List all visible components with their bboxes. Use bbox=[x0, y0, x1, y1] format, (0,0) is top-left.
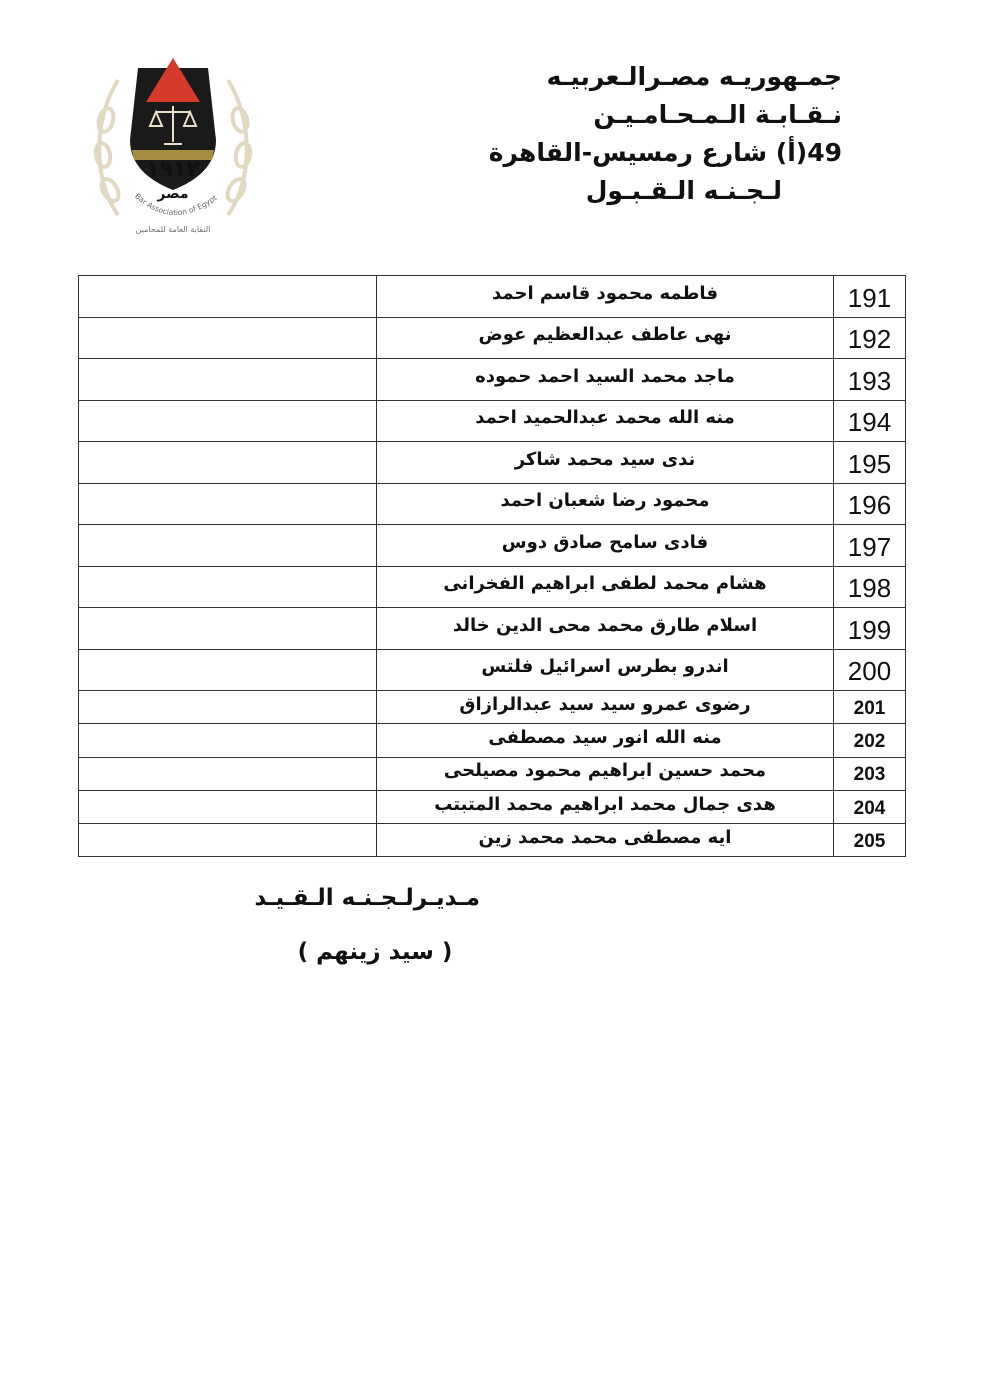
table-row bbox=[79, 608, 906, 650]
blank-cell bbox=[79, 608, 377, 650]
logo-year-text: ١٩١٢ bbox=[146, 157, 200, 182]
table-row bbox=[79, 483, 906, 525]
name-cell: محمد حسين ابراهيم محمود مصيلحى bbox=[377, 757, 834, 790]
number-cell: 195 bbox=[834, 442, 906, 484]
number-cell: 196 bbox=[834, 483, 906, 525]
name-cell: ايه مصطفى محمد محمد زين bbox=[377, 824, 834, 857]
number-cell: 201 bbox=[834, 691, 906, 724]
blank-cell bbox=[79, 525, 377, 567]
letterhead bbox=[422, 58, 842, 210]
table-row bbox=[79, 442, 906, 484]
table-row bbox=[79, 525, 906, 567]
name-cell: محمود رضا شعبان احمد bbox=[377, 483, 834, 525]
blank-cell bbox=[79, 566, 377, 608]
name-cell: فادى سامح صادق دوس bbox=[377, 525, 834, 567]
name-cell: فاطمه محمود قاسم احمد bbox=[377, 276, 834, 318]
number-cell: 204 bbox=[834, 790, 906, 823]
blank-cell bbox=[79, 400, 377, 442]
name-cell: منه الله انور سيد مصطفى bbox=[377, 724, 834, 757]
blank-cell bbox=[79, 442, 377, 484]
blank-cell bbox=[79, 483, 377, 525]
name-cell: هدى جمال محمد ابراهيم محمد المتبتب bbox=[377, 790, 834, 823]
table-row bbox=[79, 317, 906, 359]
number-cell: 205 bbox=[834, 824, 906, 857]
director-title: مـديـرلـجـنـه الـقـيـد bbox=[254, 885, 480, 911]
address-line: 49(أ) شارع رمسيس-القاهرة bbox=[488, 138, 842, 167]
logo-arabic-ring-text: النقابة العامة للمحامين bbox=[135, 225, 211, 234]
blank-cell bbox=[79, 317, 377, 359]
table-row bbox=[79, 724, 906, 757]
committee-title: لـجـنـه الـقـبـول bbox=[585, 176, 782, 205]
blank-cell bbox=[79, 724, 377, 757]
logo-emblem-icon bbox=[88, 40, 258, 245]
number-cell: 202 bbox=[834, 724, 906, 757]
name-cell: رضوى عمرو سيد سيد عبدالرازاق bbox=[377, 691, 834, 724]
roster-body bbox=[79, 276, 906, 857]
blank-cell bbox=[79, 649, 377, 691]
number-cell: 193 bbox=[834, 359, 906, 401]
table-row bbox=[79, 824, 906, 857]
blank-cell bbox=[79, 824, 377, 857]
blank-cell bbox=[79, 790, 377, 823]
blank-cell bbox=[79, 359, 377, 401]
name-cell: نهى عاطف عبدالعظيم عوض bbox=[377, 317, 834, 359]
name-cell: اندرو بطرس اسرائيل فلتس bbox=[377, 649, 834, 691]
number-cell: 191 bbox=[834, 276, 906, 318]
signer-name: ( سيد زينهم ) bbox=[297, 939, 453, 965]
number-cell: 199 bbox=[834, 608, 906, 650]
name-cell: اسلام طارق محمد محى الدين خالد bbox=[377, 608, 834, 650]
number-cell: 203 bbox=[834, 757, 906, 790]
table-row bbox=[79, 400, 906, 442]
table-row bbox=[79, 649, 906, 691]
blank-cell bbox=[79, 276, 377, 318]
blank-cell bbox=[79, 691, 377, 724]
table-row bbox=[79, 566, 906, 608]
logo-country-text: مصر bbox=[157, 186, 189, 202]
name-cell: هشام محمد لطفى ابراهيم الفخرانى bbox=[377, 566, 834, 608]
syndicate-title: نـقـابـة الـمـحـامـيـن bbox=[593, 100, 842, 129]
table-row bbox=[79, 691, 906, 724]
bar-association-logo bbox=[88, 40, 258, 245]
table-row bbox=[79, 790, 906, 823]
number-cell: 198 bbox=[834, 566, 906, 608]
number-cell: 194 bbox=[834, 400, 906, 442]
signature-block bbox=[254, 885, 480, 965]
roster-table bbox=[78, 275, 906, 857]
name-cell: ماجد محمد السيد احمد حموده bbox=[377, 359, 834, 401]
logo-ring-text: Bar Association of Egypt bbox=[133, 191, 219, 218]
name-cell: منه الله محمد عبدالحميد احمد bbox=[377, 400, 834, 442]
table-row bbox=[79, 757, 906, 790]
number-cell: 192 bbox=[834, 317, 906, 359]
number-cell: 197 bbox=[834, 525, 906, 567]
table-row bbox=[79, 276, 906, 318]
name-cell: ندى سيد محمد شاكر bbox=[377, 442, 834, 484]
table-row bbox=[79, 359, 906, 401]
blank-cell bbox=[79, 757, 377, 790]
number-cell: 200 bbox=[834, 649, 906, 691]
country-title: جمـهوريـه مصـرالـعربيـه bbox=[546, 62, 842, 91]
